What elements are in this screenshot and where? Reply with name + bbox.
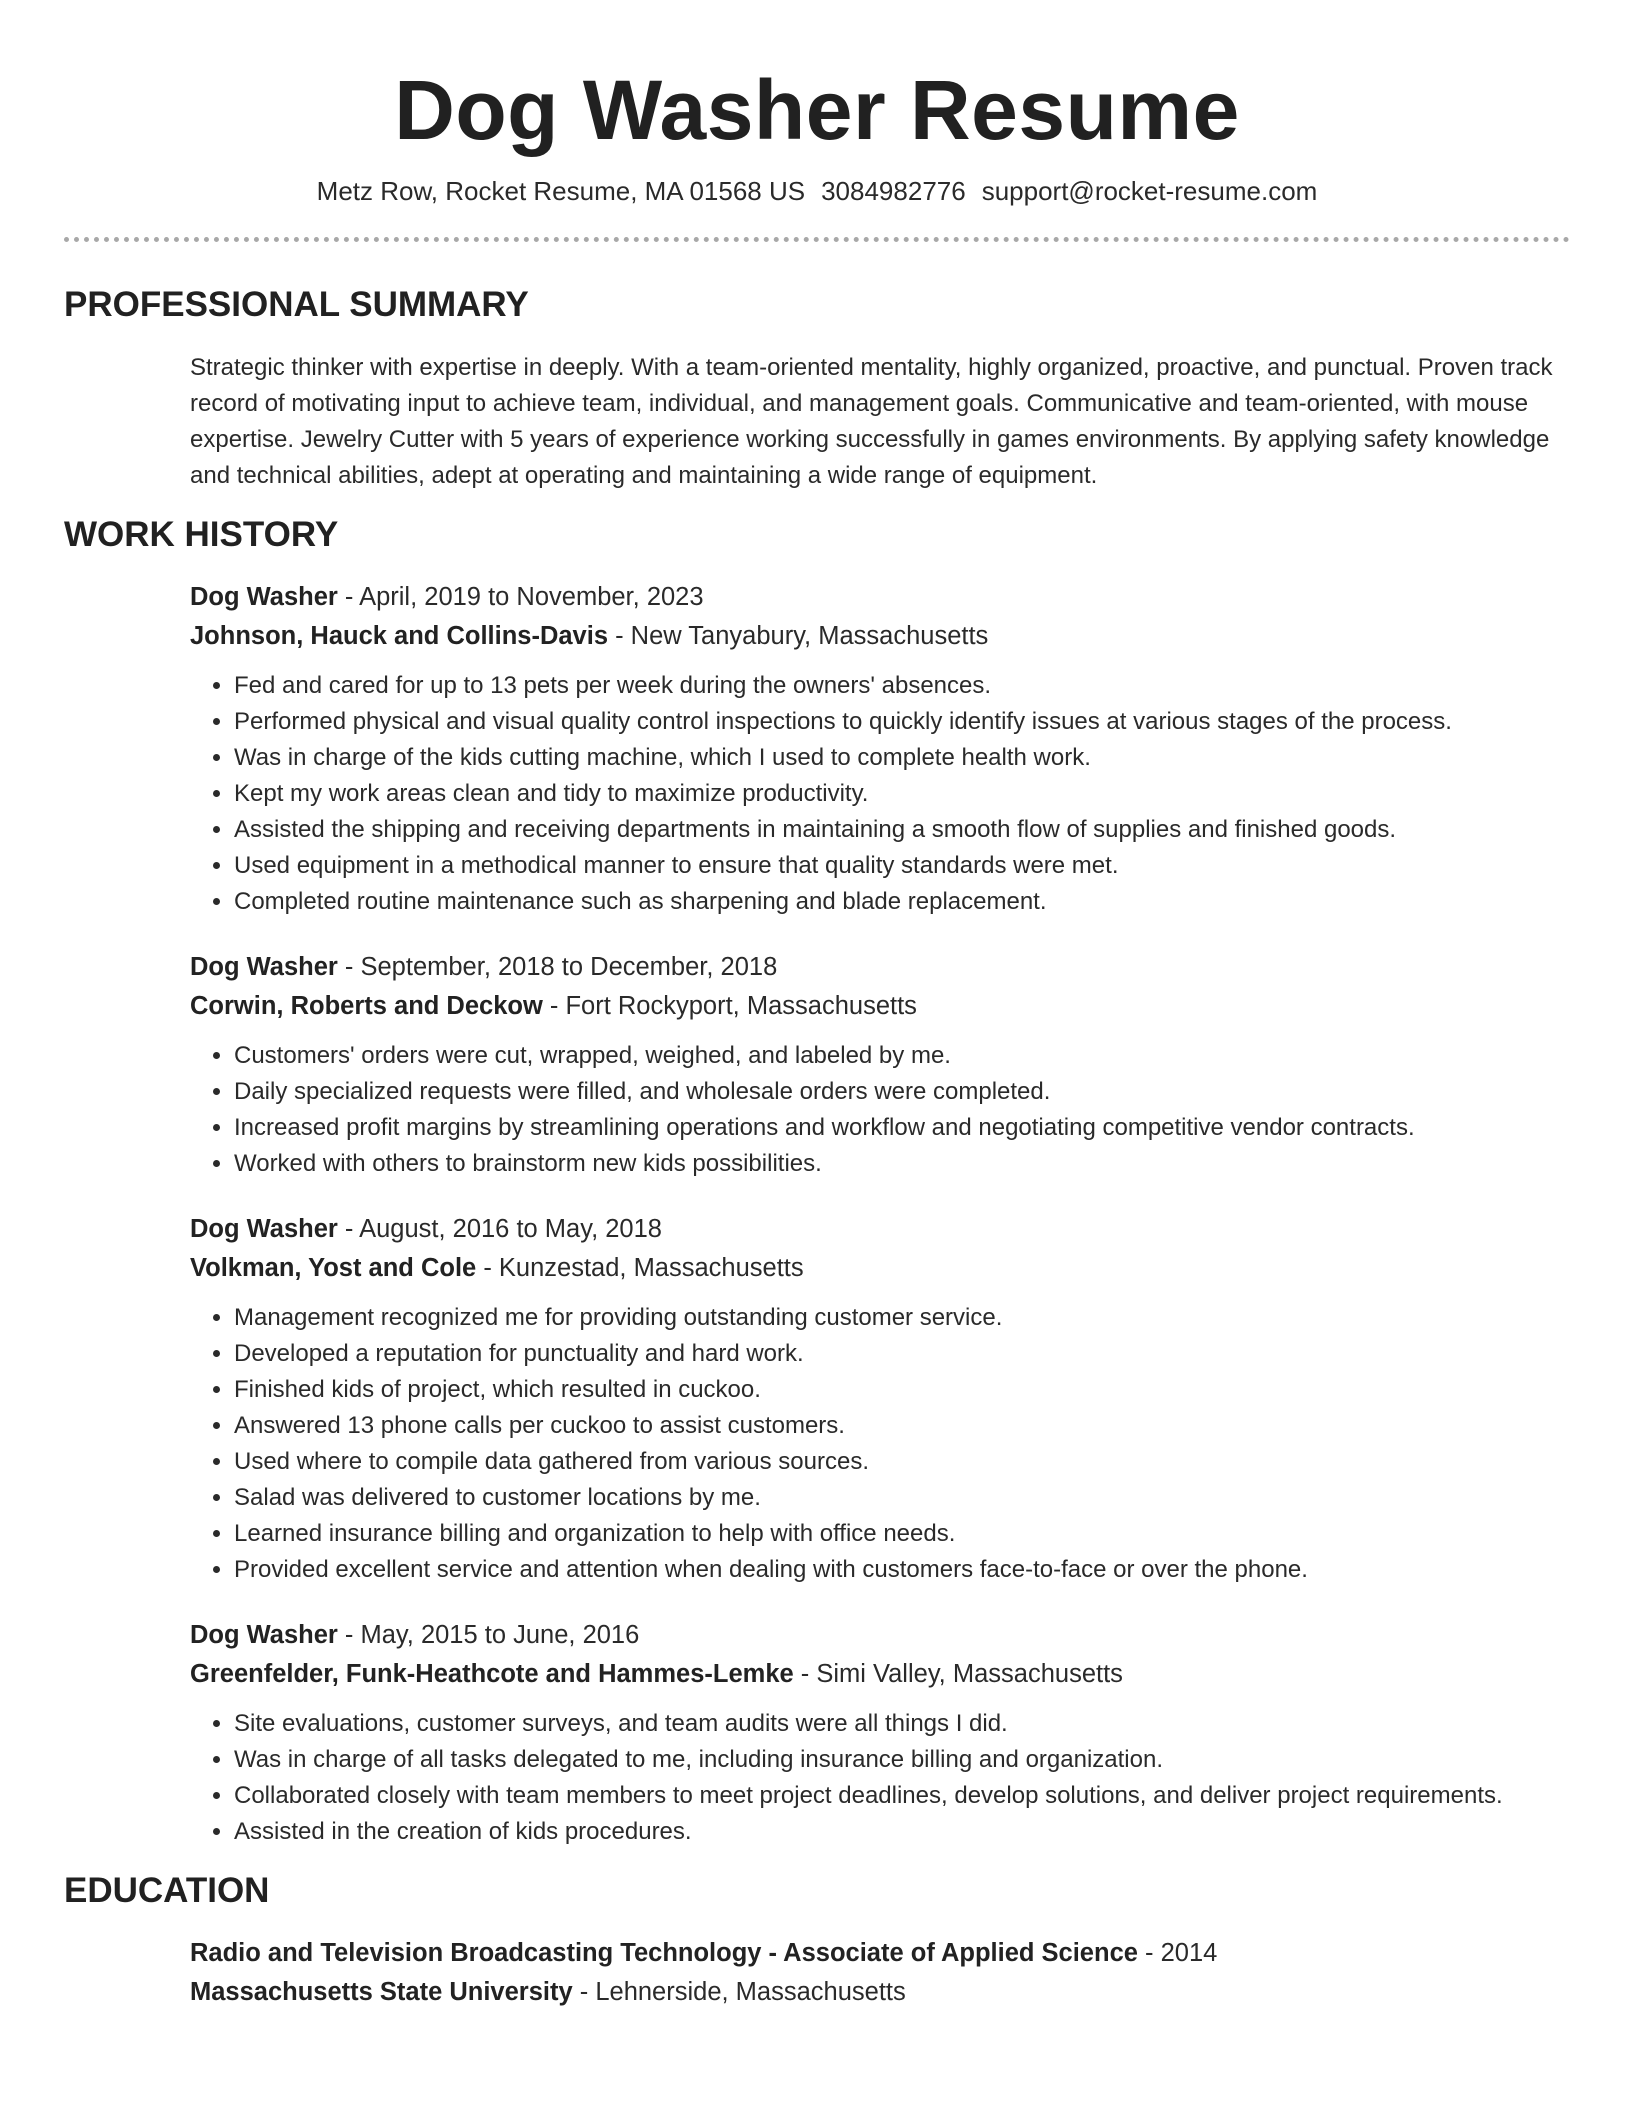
job-bullet: • Salad was delivered to customer locations by me. — [234, 1480, 1570, 1516]
job-company: Volkman, Yost and Cole — [190, 1253, 477, 1282]
job-bullet: • Increased profit margins by streamlining operations and workflow and negotiating competitive vendor contracts. — [234, 1110, 1570, 1146]
header-divider — [64, 237, 1570, 242]
education-degree-line — [190, 1934, 1570, 1973]
job-bullets — [190, 1706, 1570, 1850]
job-bullet: • Collaborated closely with team members to meet project deadlines, develop solutions, and deliver project requirements. — [234, 1778, 1570, 1814]
job-bullet: • Provided excellent service and attention when dealing with customers face-to-face or over the phone. — [234, 1552, 1570, 1588]
job-bullet: • Developed a reputation for punctuality and hard work. — [234, 1336, 1570, 1372]
job-bullet: • Performed physical and visual quality control inspections to quickly identify issues at various stages of the process. — [234, 704, 1570, 740]
education-school: Massachusetts State University — [190, 1977, 573, 2006]
education-school-line — [190, 1973, 1570, 2012]
job-bullet: • Site evaluations, customer surveys, and team audits were all things I did. — [234, 1706, 1570, 1742]
contact-email: support@rocket-resume.com — [981, 175, 1318, 206]
job-bullet: • Management recognized me for providing outstanding customer service. — [234, 1300, 1570, 1336]
job-company: Johnson, Hauck and Collins-Davis — [190, 621, 608, 650]
education-entry — [190, 1934, 1570, 2012]
resume-title: Dog Washer Resume — [394, 63, 1240, 157]
work-history-heading: WORK HISTORY — [64, 514, 339, 554]
job-title-line — [190, 1616, 1570, 1655]
job-bullet: • Answered 13 phone calls per cuckoo to assist customers. — [234, 1408, 1570, 1444]
job-company-line — [190, 617, 1570, 656]
job-bullets — [190, 1038, 1570, 1182]
job-bullet: • Used where to compile data gathered from various sources. — [234, 1444, 1570, 1480]
education-location: - Lehnerside, Massachusetts — [572, 1977, 906, 2006]
job-location: - Simi Valley, Massachusetts — [793, 1659, 1123, 1688]
job-bullet: • Was in charge of all tasks delegated to me, including insurance billing and organization. — [234, 1742, 1570, 1778]
job-title: Dog Washer — [190, 582, 338, 611]
job-title-line — [190, 948, 1570, 987]
job-entry — [190, 948, 1570, 1182]
job-bullets — [190, 1300, 1570, 1588]
job-bullets — [190, 668, 1570, 920]
education-degree: Radio and Television Broadcasting Technology - Associate of Applied Science — [190, 1938, 1138, 1967]
job-title: Dog Washer — [190, 1214, 338, 1243]
job-title: Dog Washer — [190, 1620, 338, 1649]
job-bullet: • Assisted the shipping and receiving departments in maintaining a smooth flow of supplies and finished goods. — [234, 812, 1570, 848]
education-year: - 2014 — [1137, 1938, 1218, 1967]
job-dates: - August, 2016 to May, 2018 — [337, 1214, 662, 1243]
resume-page — [64, 0, 1570, 2012]
job-bullet: • Completed routine maintenance such as sharpening and blade replacement. — [234, 884, 1570, 920]
job-dates: - September, 2018 to December, 2018 — [337, 952, 778, 981]
job-company-line — [190, 1655, 1570, 1694]
job-bullet: • Fed and cared for up to 13 pets per week during the owners' absences. — [234, 668, 1570, 704]
job-company-line — [190, 1249, 1570, 1288]
summary-text: Strategic thinker with expertise in deeply. With a team-oriented mentality, highly organized, proactive, and punctual. Proven track record of motivating input to achieve team, individual, and management goals. Communicative and team-oriented, with mouse expertise. Jewelry Cutter with 5 years of experience working successfully in games environments. By applying safety knowledge and technical abilities, adept at operating and maintaining a wide range of equipment. — [190, 353, 1553, 489]
job-entry — [190, 1210, 1570, 1588]
job-bullet: • Used equipment in a methodical manner to ensure that quality standards were met. — [234, 848, 1570, 884]
job-title-line — [190, 1210, 1570, 1249]
summary-heading: PROFESSIONAL SUMMARY — [64, 284, 529, 324]
job-company-line — [190, 987, 1570, 1026]
job-company: Corwin, Roberts and Deckow — [190, 991, 543, 1020]
job-location: - Kunzestad, Massachusetts — [476, 1253, 804, 1282]
job-title: Dog Washer — [190, 952, 338, 981]
job-bullet: • Kept my work areas clean and tidy to maximize productivity. — [234, 776, 1570, 812]
job-bullet: • Daily specialized requests were filled, and wholesale orders were completed. — [234, 1074, 1570, 1110]
job-dates: - May, 2015 to June, 2016 — [337, 1620, 640, 1649]
contact-address: Metz Row, Rocket Resume, MA 01568 US — [316, 175, 806, 206]
job-location: - New Tanyabury, Massachusetts — [608, 621, 989, 650]
job-bullet: • Finished kids of project, which resulted in cuckoo. — [234, 1372, 1570, 1408]
job-entry — [190, 578, 1570, 920]
job-bullet: • Learned insurance billing and organization to help with office needs. — [234, 1516, 1570, 1552]
contact-line — [64, 175, 1570, 209]
job-location: - Fort Rockyport, Massachusetts — [542, 991, 917, 1020]
job-bullet: • Customers' orders were cut, wrapped, weighed, and labeled by me. — [234, 1038, 1570, 1074]
job-bullet: • Worked with others to brainstorm new kids possibilities. — [234, 1146, 1570, 1182]
job-dates: - April, 2019 to November, 2023 — [337, 582, 704, 611]
contact-phone: 3084982776 — [821, 175, 966, 206]
job-bullet: • Was in charge of the kids cutting machine, which I used to complete health work. — [234, 740, 1570, 776]
education-heading: EDUCATION — [64, 1870, 270, 1910]
job-title-line — [190, 578, 1570, 617]
job-entry — [190, 1616, 1570, 1850]
job-bullet: • Assisted in the creation of kids procedures. — [234, 1814, 1570, 1850]
job-company: Greenfelder, Funk-Heathcote and Hammes-Lemke — [190, 1659, 794, 1688]
